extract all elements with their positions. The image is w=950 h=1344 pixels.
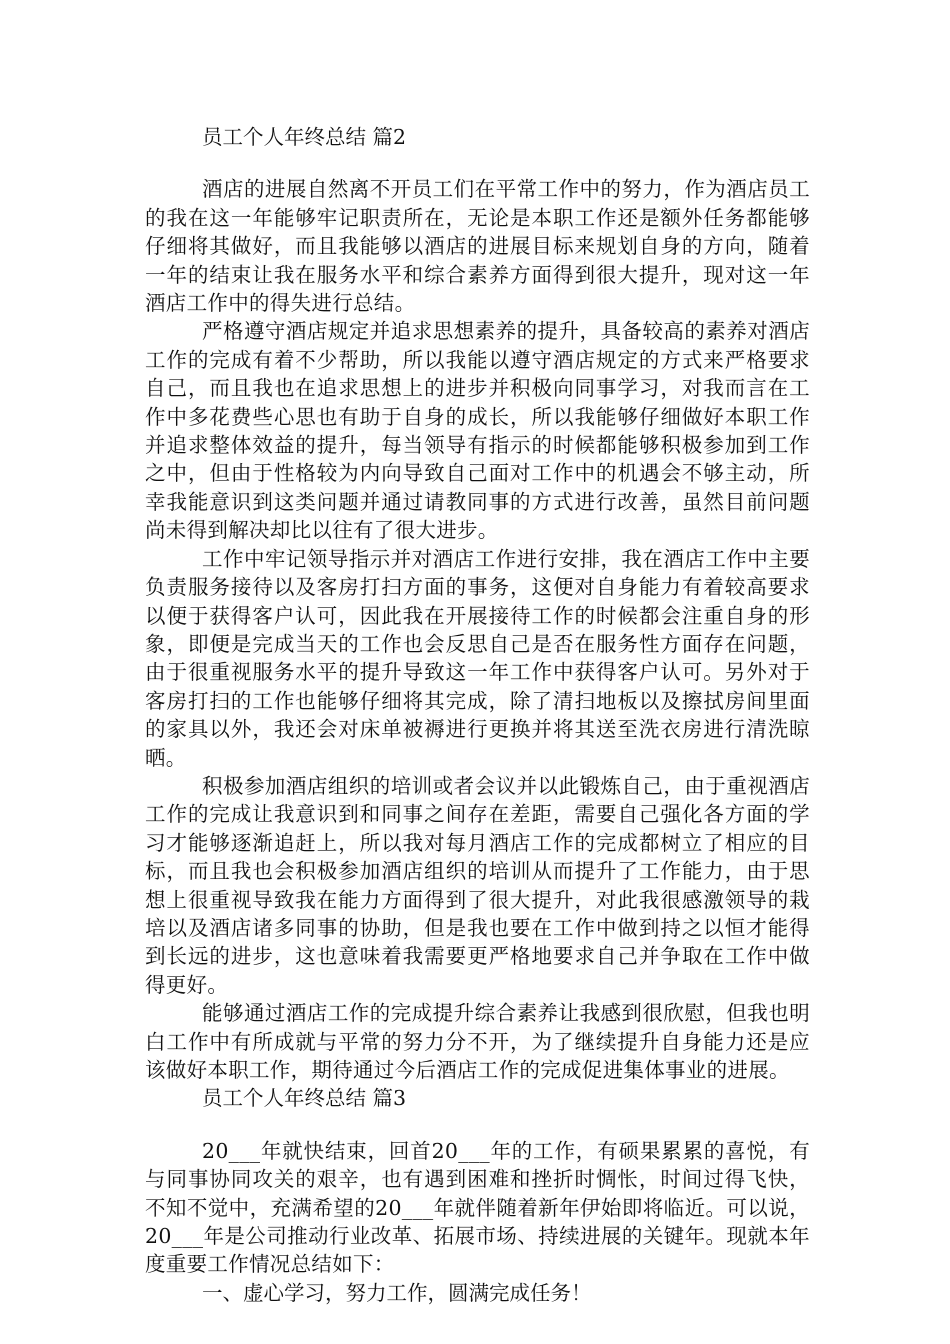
paragraph: 能够通过酒店工作的完成提升综合素养让我感到很欣慰，但我也明白工作中有所成就与平常的努力分不开，为了继续提升自身能力还是应该做好本职工作，期待通过今后酒店工作的完成促进集体事业的进展。 [145, 1001, 810, 1082]
section-heading-3: 员工个人年终总结 篇3 [202, 1086, 407, 1111]
document-page [145, 123, 810, 1307]
list-point: 一、虚心学习，努力工作，圆满完成任务！ [202, 1280, 592, 1305]
section-heading-2: 员工个人年终总结 篇2 [202, 125, 407, 149]
paragraph: 严格遵守酒店规定并追求思想素养的提升，具备较高的素养对酒店工作的完成有着不少帮助，所以我能以遵守酒店规定的方式来严格要求自己，而且我也在追求思想上的进步并积极向同事学习，对我而言在工作中多花费些心思也有助于自身的成长，所以我能够仔细做好本职工作并追求整体效益的提升，每当领导有指示的时候都能够积极参加到工作之中，但由于性格较为内向导致自己面对工作中的机遇会不够主动，所幸我能意识到这类问题并通过请教同事的方式进行改善，虽然目前问题尚未得到解决却比以往有了很大进步。 [145, 319, 810, 543]
paragraph: 酒店的进展自然离不开员工们在平常工作中的努力，作为酒店员工的我在这一年能够牢记职责所在，无论是本职工作还是额外任务都能够仔细将其做好，而且我能够以酒店的进展目标来规划自身的方向，随着一年的结束让我在服务水平和综合素养方面得到很大提升，现对这一年酒店工作中的得失进行总结。 [145, 177, 810, 316]
paragraph: 20___年就快结束，回首20___年的工作，有硕果累累的喜悦，有与同事协同攻关的艰辛，也有遇到困难和挫折时惆怅，时间过得飞快，不知不觉中，充满希望的20___年就伴随着新年伊始即将临近。可以说，20___年是公司推动行业改革、拓展市场、持续进展的关键年。现就本年度重要工作情况总结如下： [145, 1138, 810, 1277]
paragraph: 积极参加酒店组织的培训或者会议并以此锻炼自己，由于重视酒店工作的完成让我意识到和同事之间存在差距，需要自己强化各方面的学习才能够逐渐追赶上，所以我对每月酒店工作的完成都树立了相应的目标，而且我也会积极参加酒店组织的培训从而提升了工作能力，由于思想上很重视导致我在能力方面得到了很大提升，对此我很感激领导的栽培以及酒店诸多同事的协助，但是我也要在工作中做到持之以恒才能得到长远的进步，这也意味着我需要更严格地要求自己并争取在工作中做得更好。 [145, 773, 810, 997]
paragraph: 工作中牢记领导指示并对酒店工作进行安排，我在酒店工作中主要负责服务接待以及客房打扫方面的事务，这便对自身能力有着较高要求以便于获得客户认可，因此我在开展接待工作的时候都会注重自身的形象，即便是完成当天的工作也会反思自己是否在服务性方面存在问题，由于很重视服务水平的提升导致这一年工作中获得客户认可。另外对于客房打扫的工作也能够仔细将其完成，除了清扫地板以及擦拭房间里面的家具以外，我还会对床单被褥进行更换并将其送至洗衣房进行清洗晾晒。 [145, 546, 810, 770]
